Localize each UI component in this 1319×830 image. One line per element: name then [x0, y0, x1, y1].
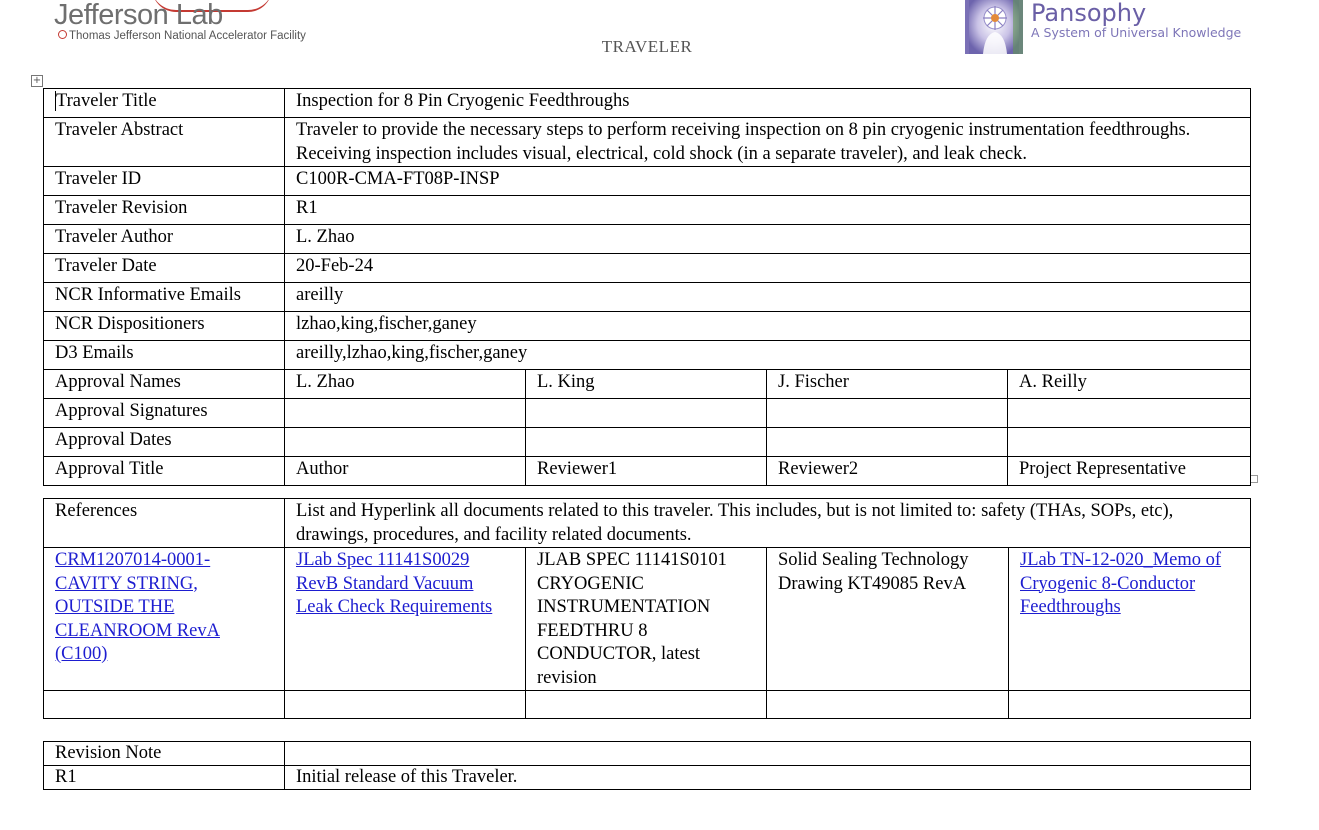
- reference-link-tn-12-020[interactable]: JLab TN-12-020_Memo of Cryogenic 8-Conductor Feedthroughs: [1020, 550, 1222, 617]
- field-value[interactable]: areilly: [285, 283, 1251, 312]
- reference-cell: [526, 548, 767, 691]
- label-traveler-title: Traveler Title: [56, 91, 157, 111]
- field-value[interactable]: Traveler to provide the necessary steps to perform receiving inspection on 8 pin cryogenic instrumentation feedthroughs. Receiving inspection includes visual, electrical, cold shock (in a separate traveler), and leak check.: [285, 118, 1251, 167]
- table-row: [44, 89, 1251, 118]
- references-description: List and Hyperlink all documents related to this traveler. This includes, but is not limited to: safety (THAs, SOPs, etc), drawings, procedures, and facility related documents.: [285, 499, 1251, 548]
- jefferson-lab-subtitle: [58, 30, 306, 42]
- field-value[interactable]: R1: [285, 196, 1251, 225]
- approval-date-cell[interactable]: [526, 428, 767, 457]
- jefferson-lab-name: Jefferson Lab: [54, 0, 223, 31]
- approval-name[interactable]: J. Fischer: [767, 370, 1008, 399]
- field-label: NCR Dispositioners: [44, 312, 285, 341]
- approval-title[interactable]: Reviewer2: [767, 457, 1008, 486]
- reference-cell: [285, 548, 526, 691]
- reference-text-kt49085: Solid Sealing Technology Drawing KT49085 RevA: [778, 550, 969, 594]
- approval-title[interactable]: Reviewer1: [526, 457, 767, 486]
- table-move-handle-icon[interactable]: +: [32, 75, 42, 86]
- revision-note-header: Revision Note: [44, 742, 285, 766]
- pansophy-tagline: A System of Universal Knowledge: [1031, 25, 1242, 40]
- traveler-info-table: [43, 88, 1251, 486]
- table-row: [44, 312, 1251, 341]
- table-row: [44, 196, 1251, 225]
- field-value[interactable]: C100R-CMA-FT08P-INSP: [285, 167, 1251, 196]
- field-label: Approval Names: [44, 370, 285, 399]
- table-row: [44, 341, 1251, 370]
- reference-cell: [1009, 548, 1251, 691]
- empty-cell: [285, 742, 1251, 766]
- approval-name[interactable]: A. Reilly: [1008, 370, 1251, 399]
- empty-cell[interactable]: [285, 691, 526, 719]
- approval-title[interactable]: Author: [285, 457, 526, 486]
- field-value[interactable]: L. Zhao: [285, 225, 1251, 254]
- field-value[interactable]: 20-Feb-24: [285, 254, 1251, 283]
- field-label: Approval Dates: [44, 428, 285, 457]
- empty-cell[interactable]: [526, 691, 767, 719]
- reference-text-jlab-spec-11141s0101: JLAB SPEC 11141S0101 CRYOGENIC INSTRUMENTATION FEEDTHRU 8 CONDUCTOR, latest revision: [537, 550, 727, 688]
- field-label: Traveler Author: [44, 225, 285, 254]
- revision-note[interactable]: Initial release of this Traveler.: [285, 766, 1251, 790]
- pansophy-logo-icon: [965, 0, 1023, 54]
- field-label: Traveler Date: [44, 254, 285, 283]
- logo-dot-icon: [58, 30, 67, 39]
- approval-signature-cell[interactable]: [1008, 399, 1251, 428]
- jefferson-lab-subtitle-text: Thomas Jefferson National Accelerator Facility: [69, 30, 306, 42]
- revision-table: [43, 741, 1251, 790]
- field-value[interactable]: areilly,lzhao,king,fischer,ganey: [285, 341, 1251, 370]
- approval-date-cell[interactable]: [1008, 428, 1251, 457]
- approval-signature-cell[interactable]: [285, 399, 526, 428]
- field-value[interactable]: Inspection for 8 Pin Cryogenic Feedthroughs: [285, 89, 1251, 118]
- approval-signature-cell[interactable]: [526, 399, 767, 428]
- field-label: Traveler Abstract: [44, 118, 285, 167]
- references-items-row: [44, 548, 1251, 691]
- table-row: [44, 499, 1251, 548]
- field-label: D3 Emails: [44, 341, 285, 370]
- approval-date-cell[interactable]: [285, 428, 526, 457]
- field-label: References: [44, 499, 285, 548]
- field-label: Traveler ID: [44, 167, 285, 196]
- approval-signatures-row: [44, 399, 1251, 428]
- table-row: [44, 167, 1251, 196]
- approval-signature-cell[interactable]: [767, 399, 1008, 428]
- references-table: [43, 498, 1251, 719]
- table-row: [44, 691, 1251, 719]
- field-label: NCR Informative Emails: [44, 283, 285, 312]
- document-title: TRAVELER: [601, 37, 693, 56]
- field-label: Approval Title: [44, 457, 285, 486]
- approval-date-cell[interactable]: [767, 428, 1008, 457]
- field-label: Approval Signatures: [44, 399, 285, 428]
- revision-id[interactable]: R1: [44, 766, 285, 790]
- approval-dates-row: [44, 428, 1251, 457]
- pansophy-name: Pansophy: [1031, 0, 1147, 27]
- approval-title-row: [44, 457, 1251, 486]
- reference-cell: [767, 548, 1009, 691]
- table-row: [44, 283, 1251, 312]
- approval-title[interactable]: Project Representative: [1008, 457, 1251, 486]
- field-label: [44, 89, 285, 118]
- table-row: [44, 225, 1251, 254]
- empty-cell[interactable]: [1009, 691, 1251, 719]
- table-row: [44, 766, 1251, 790]
- reference-link-crm1207014[interactable]: CRM1207014-0001-CAVITY STRING, OUTSIDE THE CLEANROOM RevA (C100): [55, 550, 220, 664]
- reference-link-jlab-spec-11141s0029[interactable]: JLab Spec 11141S0029 RevB Standard Vacuum Leak Check Requirements: [296, 550, 493, 617]
- reference-cell: [44, 548, 285, 691]
- field-label: Traveler Revision: [44, 196, 285, 225]
- table-row: [44, 118, 1251, 167]
- approval-name[interactable]: L. King: [526, 370, 767, 399]
- approval-name[interactable]: L. Zhao: [285, 370, 526, 399]
- empty-cell[interactable]: [44, 691, 285, 719]
- table-row: [44, 742, 1251, 766]
- approval-names-row: [44, 370, 1251, 399]
- empty-cell[interactable]: [767, 691, 1009, 719]
- field-value[interactable]: lzhao,king,fischer,ganey: [285, 312, 1251, 341]
- table-row: [44, 254, 1251, 283]
- table-resize-handle[interactable]: [1250, 475, 1258, 483]
